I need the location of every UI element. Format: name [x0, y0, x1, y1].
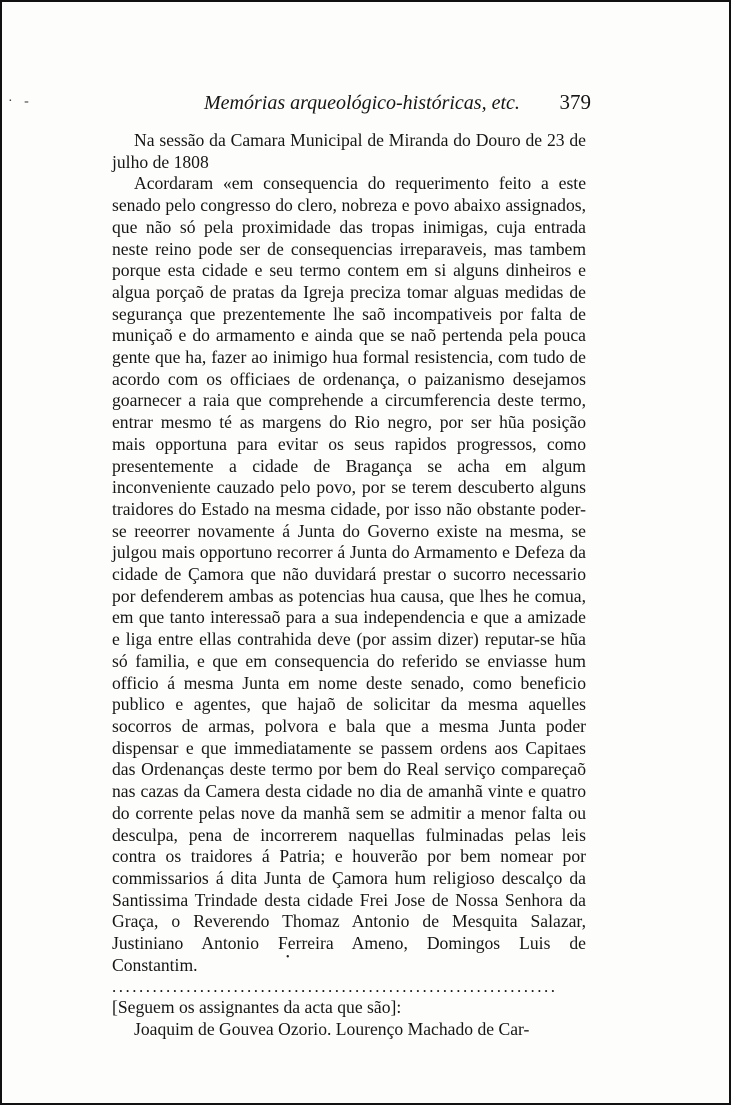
running-head [112, 90, 591, 115]
signatories-note: [Seguem os assignantes da acta que são]: [112, 997, 402, 1018]
stray-marks: · - [8, 94, 33, 109]
text-block [112, 130, 586, 1041]
omission-dots: .................................................................. [112, 977, 558, 997]
signatories-line: Joaquim de Gouvea Ozorio. Lourenço Machado de Car- [134, 1019, 530, 1040]
page-number: 379 [559, 90, 591, 114]
main-paragraph: Acordaram «em consequencia do requerimento feito a este senado pelo congresso do clero, nobreza e povo abaixo assignados, que não só pela proximidade das tropas inimigas, cuja entrada neste reino pode ser de consequencias irreparaveis, mas tambem porque esta cidade e seu termo contem em si alguns dinheiros e algua porçaõ de pratas da Igreja preciza tomar alguas medidas de segurança que prezentemente lhe saõ incompativeis por falta de muniçaõ e do armamento e ainda que se naõ pertenda pela pouca gente que ha, fazer ao inimigo hua formal resistencia, com tudo de acordo com os officiaes de ordenança, o paizanismo desejamos goarnecer a raia que comprehende a circumferencia deste termo, entrar mesmo té as margens do Rio negro, por ser hũa posição mais opportuna para evitar os seus rapidos progressos, como presentemente a cidade de Bragança se acha em algum inconveniente cauzado pelo povo, por se terem descuberto alguns traidores do Estado na mesma cidade, por isso não obstante poder-se reeorrer novamente á Junta do Governo existe na mesma, se julgou mais opportuno recorrer á Junta do Armamento e Defeza da cidade de Çamora que não duvidará prestar o sucorro necessario por defenderem ambas as potencias hua causa, que lhes he comua, em que tanto interessaõ para a sua independencia e que a amizade e liga entre ellas contrahida deve (por assim dizer) reputar-se hũa só familia, e que em consequencia do referido se enviasse hum officio á mesma Junta em nome deste senado, como beneficio publico e agentes, que hajaõ de solicitar da mesma aquelles socorros de armas, polvora e bala que a mesma Junta poder dispensar e que immediatamente se passem ordens aos Capitaes das Ordenanças deste termo por bem do Real serviço compareçaõ nas cazas da Camera desta cidade no dia de amanhã vinte e quatro do corrente pelas nove da manhã sem se admitir a menor falta ou desculpa, pena de incorrerem naquellas fulminadas pelas leis contra os traidores á Patria; e houverão por bem nomear por commissarios á dita Junta de Çamora hum religioso descalço da Santissima Trindade desta cidade Frei Jose de Nossa Senhora da Graça, o Reverendo Thomaz Antonio de Mesquita Salazar, Justiniano Antonio Ferreira Ameno, Domingos Luis de Constantim. [112, 173, 586, 975]
ink-speck: • [286, 952, 290, 963]
running-title: Memórias arqueológico-históricas, etc. [204, 92, 520, 114]
session-heading: Na sessão da Camara Municipal de Miranda do Douro de 23 de julho de 1808 [112, 130, 586, 172]
